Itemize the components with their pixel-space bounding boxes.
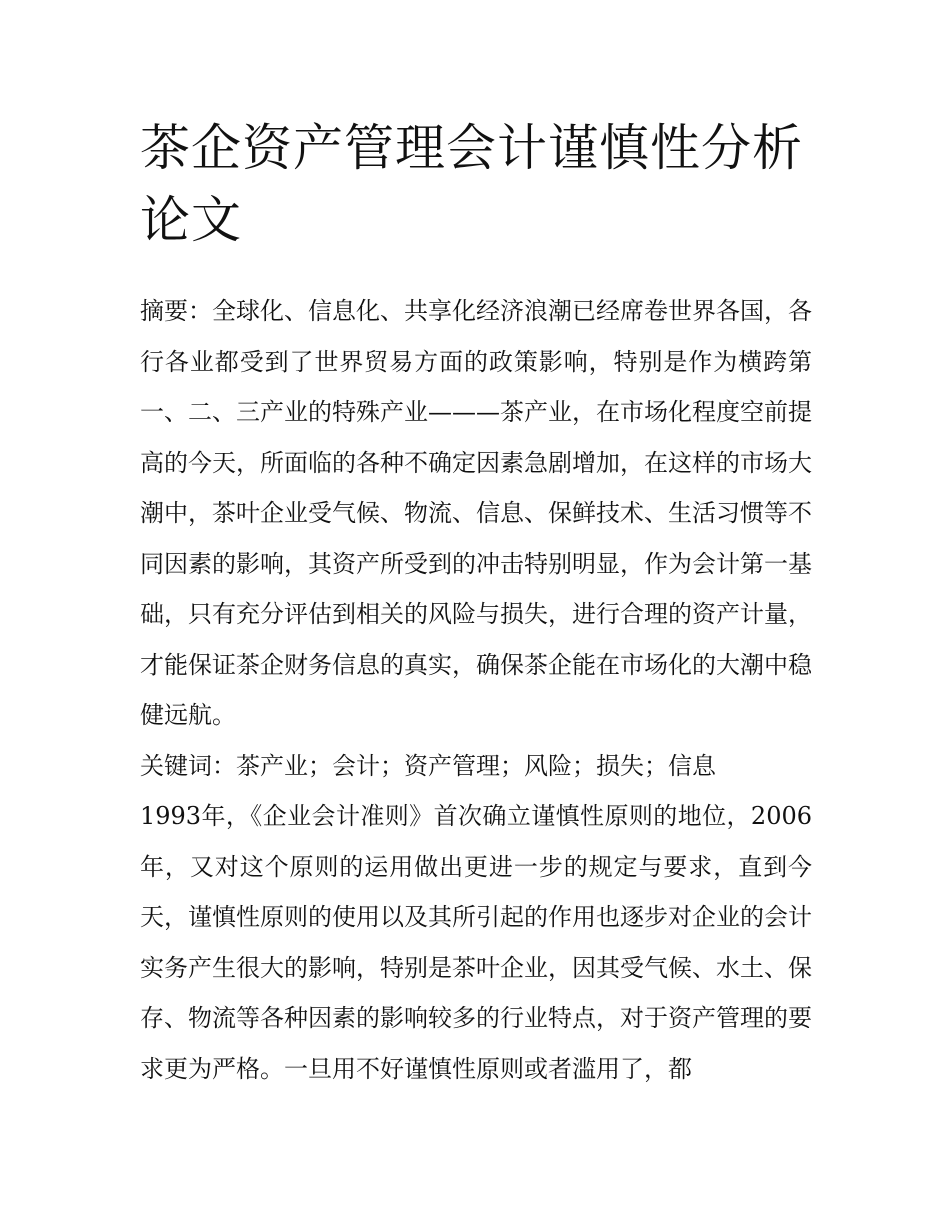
- keywords-line: 关键词：茶产业；会计；资产管理；风险；损失；信息: [140, 751, 716, 780]
- document-page: [140, 112, 812, 1094]
- body-paragraph: 1993年，《企业会计准则》首次确立谨慎性原则的地位，2006年，又对这个原则的运用做出更进一步的规定与要求，直到今天，谨慎性原则的使用以及其所引起的作用也逐步对企业的会计实务产生很大的影响，特别是茶叶企业，因其受气候、水土、保存、物流等各种因素的影响较多的行业特点，对于资产管理的要求更为严格。一旦用不好谨慎性原则或者滥用了，都: [140, 802, 812, 1083]
- document-title: 茶企资产管理会计谨慎性分析论文: [140, 119, 803, 249]
- abstract-paragraph: 摘要：全球化、信息化、共享化经济浪潮已经席卷世界各国，各行各业都受到了世界贸易方面的政策影响，特别是作为横跨第一、二、三产业的特殊产业———茶产业，在市场化程度空前提高的今天，所面临的各种不确定因素急剧增加，在这样的市场大潮中，茶叶企业受气候、物流、信息、保鲜技术、生活习惯等不同因素的影响，其资产所受到的冲击特别明显，作为会计第一基础，只有充分评估到相关的风险与损失，进行合理的资产计量，才能保证茶企财务信息的真实，确保茶企能在市场化的大潮中稳健远航。: [140, 297, 812, 729]
